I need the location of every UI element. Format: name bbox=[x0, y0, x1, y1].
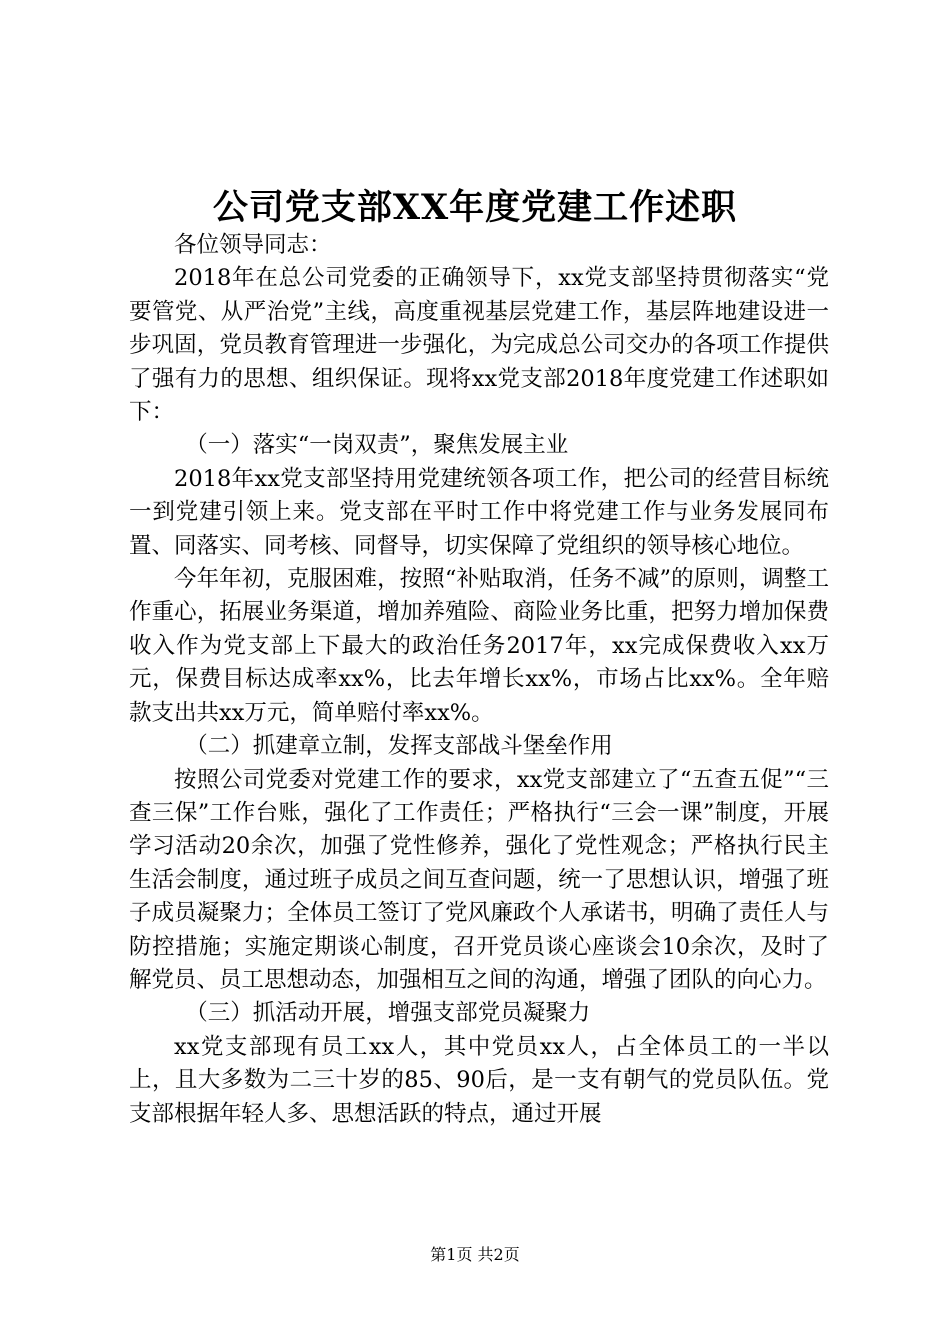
document-title: 公司党支部XX年度党建工作述职 bbox=[212, 187, 738, 228]
section-heading-2: （二）抓建章立制，发挥支部战斗堡垒作用 bbox=[185, 733, 613, 760]
section-1-paragraph-2: 今年年初，克服困难，按照“补贴取消，任务不减”的原则，调整工作重心，拓展业务渠道，增加养殖险、商险业务比重，把努力增加保费收入作为党支部上下最大的政治任务2017年，xx完成保费收入xx万元，保费目标达成率xx%，比去年增长xx%，市场占比xx%。全年赔款支出共xx万元，简单赔付率xx%。 bbox=[129, 566, 829, 726]
section-1-paragraph-1: 2018年xx党支部坚持用党建统领各项工作，把公司的经营目标统一到党建引领上来。党支部在平时工作中将党建工作与业务发展同布置、同落实、同考核、同督导，切实保障了党组织的领导核心地位。 bbox=[129, 465, 829, 559]
section-heading-1: （一）落实“一岗双责”，聚焦发展主业 bbox=[185, 432, 569, 459]
page-number-footer: 第1页 共2页 bbox=[430, 1245, 520, 1264]
section-2-paragraph-1: 按照公司党委对党建工作的要求，xx党支部建立了“五查五促”“三查三保”工作台账，强化了工作责任；严格执行“三会一课”制度，开展学习活动20余次，加强了党性修养，强化了党性观念；严格执行民主生活会制度，通过班子成员之间互查问题，统一了思想认识，增强了班子成员凝聚力；全体员工签订了党风廉政个人承诺书，明确了责任人与防控措施；实施定期谈心制度，召开党员谈心座谈会10余次，及时了解党员、员工思想动态，加强相互之间的沟通，增强了团队的向心力。 bbox=[129, 766, 829, 993]
section-3-paragraph-1: xx党支部现有员工xx人，其中党员xx人，占全体员工的一半以上，且大多数为二三十岁的85、90后，是一支有朝气的党员队伍。党支部根据年轻人多、思想活跃的特点，通过开展 bbox=[129, 1033, 829, 1127]
intro-paragraph: 2018年在总公司党委的正确领导下，xx党支部坚持贯彻落实“党要管党、从严治党”主线，高度重视基层党建工作，基层阵地建设进一步巩固，党员教育管理进一步强化，为完成总公司交办的各项工作提供了强有力的思想、组织保证。现将xx党支部2018年度党建工作述职如下： bbox=[129, 265, 829, 426]
document-body bbox=[129, 229, 829, 1131]
section-heading-3: （三）抓活动开展，增强支部党员凝聚力 bbox=[185, 1000, 591, 1027]
salutation: 各位领导同志： bbox=[174, 232, 332, 258]
